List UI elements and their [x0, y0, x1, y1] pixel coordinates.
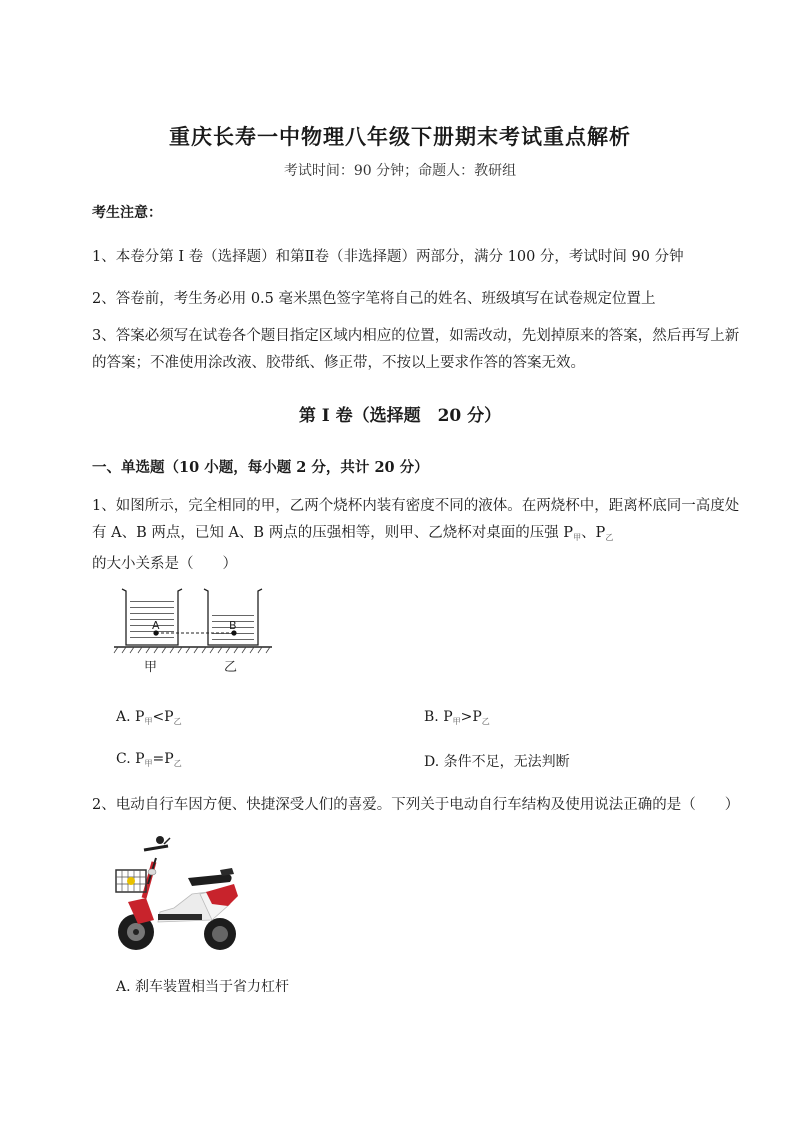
page-title: 重庆长寿一中物理八年级下册期末考试重点解析	[169, 124, 631, 149]
exam-meta: 考试时间：90 分钟；命题人：教研组	[283, 163, 517, 179]
q1-option-a[interactable]: A. $P_甲<P_乙$	[116, 709, 182, 726]
beaker-jia-label: 甲	[144, 660, 158, 675]
notice-item: 2、答卷前，考生务必用 0.5 毫米黑色签字笔将自己的姓名、班级填写在试卷规定位置上	[92, 291, 656, 307]
beaker-yi-label: 乙	[224, 660, 238, 675]
subsection-title: 一、单选题（10 小题，每小题 2 分，共计 20 分）	[92, 459, 429, 476]
section-title: 第 I 卷（选择题 20 分）	[298, 406, 502, 426]
point-a-label: A	[152, 619, 160, 632]
notice-item: 3、答案必须写在试卷各个题目指定区域内相应的位置，如需改动，先划掉原来的答案，然后再写上新的答案；不准使用涂改液、胶带纸、修正带，不按以上要求作答的答案无效。	[92, 328, 740, 371]
electric-scooter-image	[108, 832, 248, 956]
point-b-label: B	[229, 619, 237, 632]
question-1-stem: 1、如图所示，完全相同的甲，乙两个烧杯内装有密度不同的液体。在两烧杯中，距离杯底同一高度处有 A、B 两点，已知 A、B 两点的压强相等，则甲、乙烧杯对桌面的压强 $P_甲$、$P_乙$的大小关系是（ ）	[92, 498, 740, 572]
q2-option-a[interactable]: A. 刹车装置相当于省力杠杆	[116, 979, 290, 995]
q1-option-c[interactable]: C. $P_甲=P_乙$	[116, 751, 182, 768]
notice-item: 1、本卷分第 I 卷（选择题）和第Ⅱ卷（非选择题）两部分，满分 100 分，考试时间 90 分钟	[92, 249, 684, 265]
question-2-stem: 2、电动自行车因方便、快捷深受人们的喜爱。下列关于电动自行车结构及使用说法正确的是（ ）	[92, 797, 740, 813]
beakers-figure	[112, 583, 282, 675]
notice-heading: 考生注意：	[92, 205, 162, 221]
q1-option-d[interactable]: D. 条件不足，无法判断	[424, 754, 570, 770]
q1-option-b[interactable]: B. $P_甲>P_乙$	[424, 709, 490, 726]
